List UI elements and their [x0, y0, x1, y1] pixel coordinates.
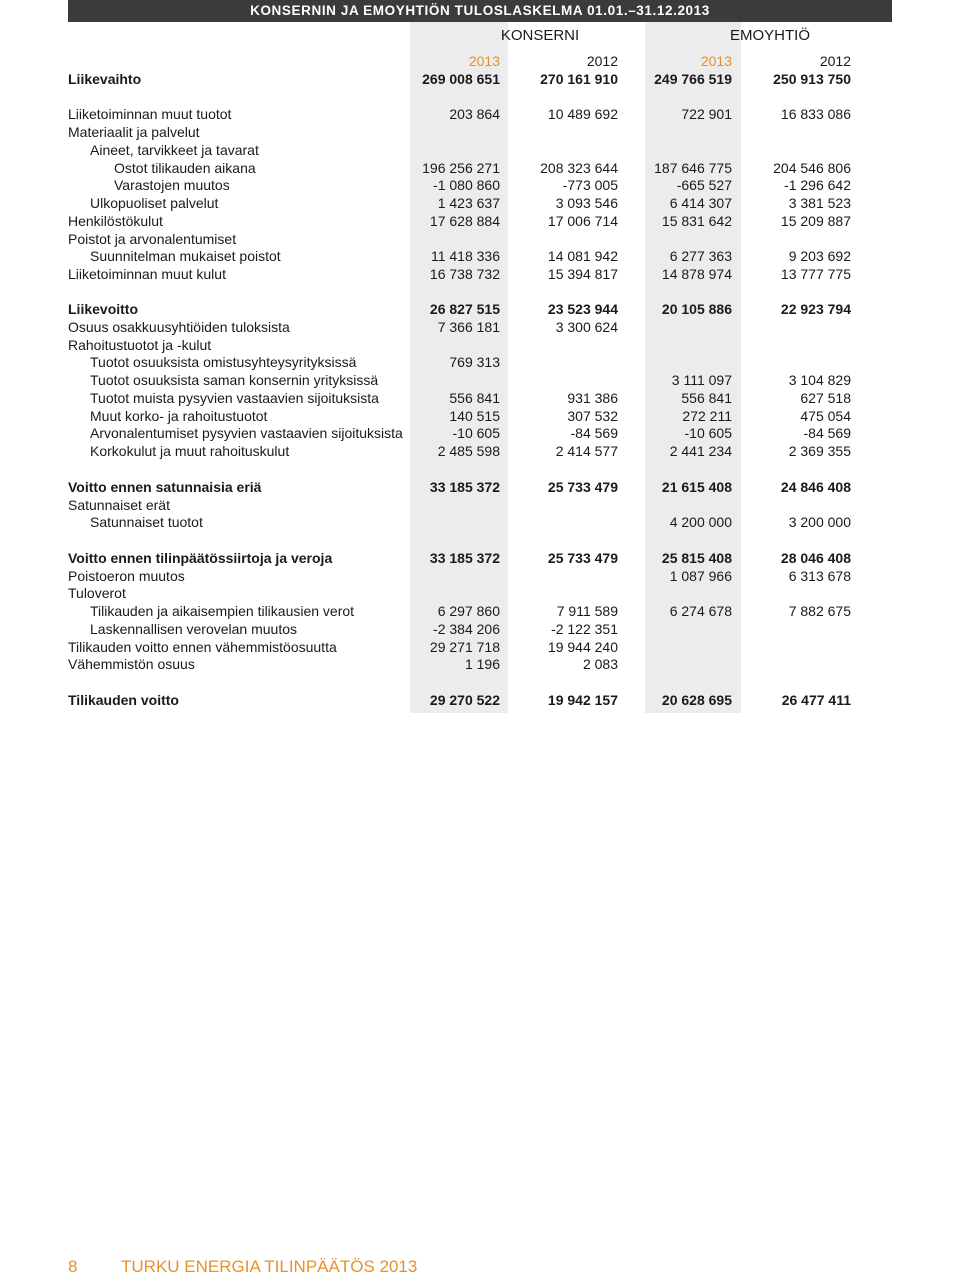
value-emoyhtio-2013: 15 831 642: [661, 213, 732, 229]
table-row: [68, 479, 858, 497]
value-emoyhtio-2013: 21 615 408: [661, 479, 732, 495]
row-label: Poistot ja arvonalentumiset: [68, 231, 237, 247]
row-label: Arvonalentumiset pysyvien vastaavien sijoituksista: [90, 425, 403, 441]
value-emoyhtio-2013: 20 628 695: [661, 692, 732, 708]
footer-title: TURKU ENERGIA TILINPÄÄTÖS 2013: [121, 1257, 418, 1276]
row-label: Poistoeron muutos: [68, 568, 185, 584]
value-konserni-2013: 140 515: [449, 408, 500, 424]
table-row: [68, 160, 858, 178]
table-row: [68, 639, 858, 657]
table-row: [68, 301, 858, 319]
row-label: Tuloverot: [68, 585, 126, 601]
value-konserni-2013: 29 271 718: [429, 639, 500, 655]
value-konserni-2013: 2 485 598: [437, 443, 500, 459]
table-row: [68, 497, 858, 515]
table-row: [68, 372, 858, 390]
row-label: Tilikauden voitto: [68, 692, 179, 708]
value-emoyhtio-2013: 3 111 097: [671, 372, 732, 388]
value-konserni-2013: 33 185 372: [429, 550, 500, 566]
value-konserni-2012: 25 733 479: [547, 479, 618, 495]
value-konserni-2013: 1 196: [464, 656, 500, 672]
table-row: [68, 656, 858, 674]
table-row: [68, 248, 858, 266]
value-emoyhtio-2012: 3 104 829: [788, 372, 851, 388]
value-emoyhtio-2013: -10 605: [684, 425, 732, 441]
row-label: Liiketoiminnan muut kulut: [68, 266, 226, 282]
value-konserni-2012: 25 733 479: [547, 550, 618, 566]
value-konserni-2012: 10 489 692: [547, 106, 618, 122]
value-konserni-2012: -2 122 351: [551, 621, 618, 637]
row-label: Ulkopuoliset palvelut: [90, 195, 219, 211]
value-konserni-2012: -84 569: [570, 425, 618, 441]
value-konserni-2013: 26 827 515: [429, 301, 500, 317]
row-label: Tuotot osuuksista saman konsernin yrityksissä: [90, 372, 379, 388]
row-label: Aineet, tarvikkeet ja tavarat: [90, 142, 259, 158]
table-row: [68, 231, 858, 249]
value-emoyhtio-2012: 250 913 750: [773, 71, 851, 87]
row-label: Muut korko- ja rahoitustuotot: [90, 408, 268, 424]
value-konserni-2013: 1 423 637: [437, 195, 500, 211]
value-konserni-2012: 3 300 624: [555, 319, 618, 335]
value-konserni-2012: 17 006 714: [547, 213, 618, 229]
row-label: Satunnaiset erät: [68, 497, 170, 513]
value-emoyhtio-2013: 6 277 363: [669, 248, 732, 264]
row-label: Liikevoitto: [68, 301, 139, 317]
value-emoyhtio-2012: 28 046 408: [780, 550, 851, 566]
table-row: [68, 266, 858, 284]
value-konserni-2013: 7 366 181: [437, 319, 500, 335]
value-emoyhtio-2012: 3 381 523: [788, 195, 851, 211]
value-konserni-2012: 7 911 589: [556, 603, 618, 619]
value-emoyhtio-2013: 249 766 519: [654, 71, 732, 87]
value-konserni-2012: 931 386: [567, 390, 618, 406]
row-label: Vähemmistön osuus: [68, 656, 195, 672]
value-konserni-2012: 270 161 910: [540, 71, 618, 87]
value-konserni-2013: 269 008 651: [422, 71, 500, 87]
table-row: [68, 337, 858, 355]
table-row: [68, 443, 858, 461]
value-emoyhtio-2013: 14 878 974: [661, 266, 732, 282]
row-label: Voitto ennen tilinpäätössiirtoja ja veroja: [68, 550, 333, 566]
value-konserni-2012: 14 081 942: [547, 248, 618, 264]
row-label: Tuotot muista pysyvien vastaavien sijoituksista: [90, 390, 379, 406]
row-label: Ostot tilikauden aikana: [114, 160, 256, 176]
row-label: Varastojen muutos: [114, 177, 230, 193]
value-konserni-2013: 196 256 271: [422, 160, 500, 176]
value-emoyhtio-2013: -665 527: [676, 177, 732, 193]
value-konserni-2012: 23 523 944: [547, 301, 618, 317]
value-emoyhtio-2013: 272 211: [682, 408, 732, 424]
value-konserni-2012: 3 093 546: [555, 195, 618, 211]
value-emoyhtio-2012: 15 209 887: [780, 213, 851, 229]
table-row: [68, 106, 858, 124]
row-label: Tilikauden voitto ennen vähemmistöosuutta: [68, 639, 337, 655]
row-label: Materiaalit ja palvelut: [68, 124, 200, 140]
value-emoyhtio-2012: 9 203 692: [788, 248, 851, 264]
row-label: Korkokulut ja muut rahoituskulut: [90, 443, 290, 459]
table-row: [68, 124, 858, 142]
value-konserni-2013: -1 080 860: [433, 177, 500, 193]
value-emoyhtio-2012: 3 200 000: [788, 514, 851, 530]
value-emoyhtio-2013: 2 441 234: [669, 443, 732, 459]
table-row: [68, 319, 858, 337]
value-emoyhtio-2012: 24 846 408: [780, 479, 851, 495]
value-konserni-2012: 2 083: [582, 656, 618, 672]
value-emoyhtio-2013: 20 105 886: [661, 301, 732, 317]
table-row: [68, 177, 858, 195]
table-row: [68, 390, 858, 408]
value-emoyhtio-2013: 6 274 678: [669, 603, 732, 619]
year-emoyhtio-2013: 2013: [700, 53, 732, 69]
table-row: [68, 568, 858, 586]
value-emoyhtio-2012: 22 923 794: [780, 301, 851, 317]
value-emoyhtio-2012: 627 518: [800, 390, 851, 406]
value-konserni-2013: 203 864: [449, 106, 500, 122]
table-row: [68, 692, 858, 710]
row-label: Suunnitelman mukaiset poistot: [90, 248, 281, 264]
value-konserni-2013: 769 313: [449, 354, 500, 370]
value-konserni-2012: -773 005: [562, 177, 618, 193]
row-label: Osuus osakkuusyhtiöiden tuloksista: [68, 319, 290, 335]
page-number: 8: [68, 1257, 78, 1276]
table-row: [68, 550, 858, 568]
value-konserni-2013: -10 605: [452, 425, 500, 441]
row-label: Voitto ennen satunnaisia eriä: [68, 479, 262, 495]
table-row: [68, 514, 858, 532]
value-konserni-2012: 208 323 644: [540, 160, 618, 176]
value-emoyhtio-2012: 26 477 411: [781, 692, 851, 708]
value-konserni-2013: 17 628 884: [429, 213, 500, 229]
value-konserni-2012: 15 394 817: [547, 266, 618, 282]
row-label: Tilikauden ja aikaisempien tilikausien verot: [90, 603, 355, 619]
value-emoyhtio-2012: 16 833 086: [780, 106, 851, 122]
value-konserni-2012: 2 414 577: [555, 443, 618, 459]
value-emoyhtio-2013: 1 087 966: [669, 568, 732, 584]
value-emoyhtio-2012: 13 777 775: [780, 266, 851, 282]
statement-title: KONSERNIN JA EMOYHTIÖN TULOSLASKELMA 01.01.–31.12.2013: [68, 0, 892, 22]
table-row: [68, 213, 858, 231]
table-row: [68, 425, 858, 443]
group-heading-konserni: KONSERNI: [500, 27, 580, 44]
table-row: [68, 354, 858, 372]
value-konserni-2013: -2 384 206: [433, 621, 500, 637]
row-label: Rahoitustuotot ja -kulut: [68, 337, 212, 353]
value-emoyhtio-2013: 722 901: [681, 106, 732, 122]
table-row: [68, 603, 858, 621]
table-row: [68, 195, 858, 213]
value-konserni-2012: 19 942 157: [547, 692, 618, 708]
value-konserni-2013: 29 270 522: [429, 692, 500, 708]
table-row: [68, 621, 858, 639]
table-row: [68, 408, 858, 426]
row-label: Henkilöstökulut: [68, 213, 163, 229]
year-konserni-2013: 2013: [468, 53, 500, 69]
value-emoyhtio-2012: -84 569: [803, 425, 851, 441]
value-emoyhtio-2012: 475 054: [800, 408, 851, 424]
value-konserni-2013: 11 418 336: [430, 248, 500, 264]
value-emoyhtio-2012: 6 313 678: [788, 568, 851, 584]
value-konserni-2012: 307 532: [567, 408, 618, 424]
value-konserni-2013: 33 185 372: [429, 479, 500, 495]
value-emoyhtio-2013: 6 414 307: [669, 195, 732, 211]
value-emoyhtio-2013: 556 841: [681, 390, 732, 406]
value-emoyhtio-2012: 204 546 806: [773, 160, 851, 176]
year-header-row: [68, 53, 858, 71]
table-row: [68, 585, 858, 603]
table-row: [68, 71, 858, 89]
value-emoyhtio-2013: 25 815 408: [661, 550, 732, 566]
row-label: Tuotot osuuksista omistusyhteysyrityksissä: [90, 354, 357, 370]
value-emoyhtio-2013: 187 646 775: [654, 160, 732, 176]
value-emoyhtio-2012: 7 882 675: [788, 603, 851, 619]
value-konserni-2013: 6 297 860: [437, 603, 500, 619]
row-label: Satunnaiset tuotot: [90, 514, 203, 530]
row-label: Laskennallisen verovelan muutos: [90, 621, 298, 637]
row-label: Liiketoiminnan muut tuotot: [68, 106, 232, 122]
value-konserni-2013: 556 841: [449, 390, 500, 406]
value-emoyhtio-2012: -1 296 642: [784, 177, 851, 193]
year-emoyhtio-2012: 2012: [819, 53, 851, 69]
row-label: Liikevaihto: [68, 71, 142, 87]
value-konserni-2013: 16 738 732: [429, 266, 500, 282]
value-emoyhtio-2012: 2 369 355: [788, 443, 851, 459]
group-heading-emoyhtio: EMOYHTIÖ: [729, 27, 810, 44]
value-konserni-2012: 19 944 240: [547, 639, 618, 655]
value-emoyhtio-2013: 4 200 000: [669, 514, 732, 530]
table-row: [68, 142, 858, 160]
year-konserni-2012: 2012: [586, 53, 618, 69]
